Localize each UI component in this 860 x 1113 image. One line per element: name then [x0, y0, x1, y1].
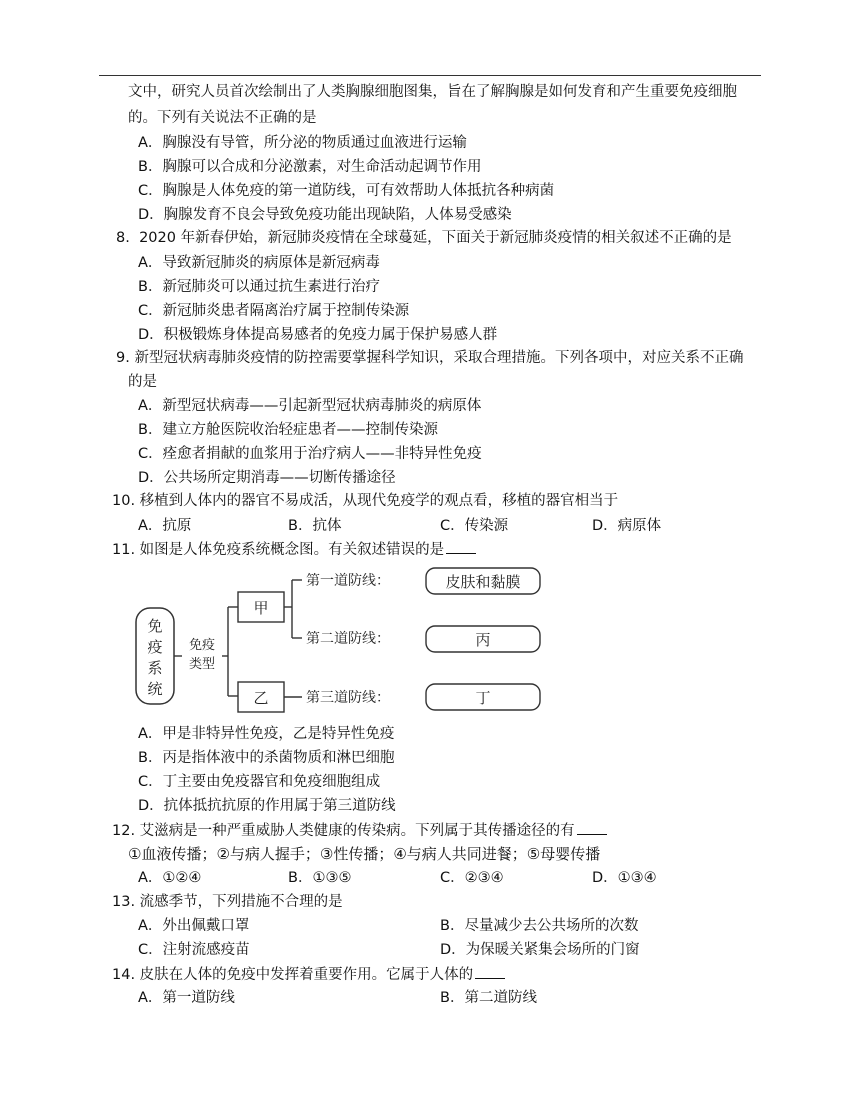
q13-option-d[interactable]: D．为保暖关紧集会场所的门窗 [440, 942, 640, 958]
q9-option-d[interactable]: D．公共场所定期消毒——切断传播途径 [138, 470, 396, 486]
q12-option-d[interactable]: D．①③④ [592, 870, 657, 886]
q12-option-a[interactable]: A．①②④ [138, 870, 202, 886]
second-defense-label: 第二道防线： [306, 631, 390, 647]
q8-stem-text: 2020 年新春伊始，新冠肺炎疫情在全球蔓延，下面关于新冠肺炎疫情的相关叙述不正确的是 [139, 230, 732, 246]
q10-option-a[interactable]: A．抗原 [138, 518, 192, 534]
answer-blank[interactable] [446, 539, 476, 554]
q9-option-c[interactable]: C．痊愈者捐献的血浆用于治疗病人——非特异性免疫 [138, 446, 482, 462]
q7-stem-line2: 的。下列有关说法不正确的是 [128, 110, 317, 126]
q13-option-b[interactable]: B．尽量减少去公共场所的次数 [440, 918, 639, 934]
question-number: 12. [112, 823, 136, 839]
q7-option-c[interactable]: C．胸腺是人体免疫的第一道防线，可有效帮助人体抵抗各种病菌 [138, 183, 555, 199]
first-defense-value: 皮肤和黏膜 [445, 573, 521, 591]
root-char: 系 [147, 659, 163, 677]
q11-stem [112, 539, 476, 560]
q7-option-b[interactable]: B．胸腺可以合成和分泌激素，对生命活动起调节作用 [138, 159, 482, 175]
q14-option-a[interactable]: A．第一道防线 [138, 990, 235, 1006]
root-char: 疫 [147, 638, 163, 656]
q11-option-c[interactable]: C．丁主要由免疫器官和免疫细胞组成 [138, 774, 381, 790]
branch-b-label: 乙 [253, 689, 269, 707]
q7-option-d[interactable]: D．胸腺发育不良会导致免疫功能出现缺陷，人体易受感染 [138, 207, 512, 223]
root-char: 免 [147, 617, 163, 635]
q11-option-b[interactable]: B．丙是指体液中的杀菌物质和淋巴细胞 [138, 750, 395, 766]
question-number: 9. [116, 350, 130, 366]
q8-option-b[interactable]: B．新冠肺炎可以通过抗生素进行治疗 [138, 279, 380, 295]
q7-option-a[interactable]: A．胸腺没有导管，所分泌的物质通过血液进行运输 [138, 135, 467, 151]
question-number: 14. [112, 967, 136, 983]
root-char: 统 [147, 680, 163, 698]
q14-stem-text: 皮肤在人体的免疫中发挥着重要作用。它属于人体的 [139, 967, 474, 983]
third-defense-label: 第三道防线： [306, 690, 390, 706]
q13-stem [112, 892, 343, 912]
q12-option-b[interactable]: B．①③⑤ [288, 870, 352, 886]
q9-stem-line2: 的是 [128, 374, 157, 390]
question-number: 13. [112, 894, 136, 910]
type-label: 类型 [188, 657, 216, 672]
q11-option-a[interactable]: A．甲是非特异性免疫，乙是特异性免疫 [138, 726, 395, 742]
question-number: 8. [116, 230, 130, 246]
q7-stem-line1: 文中，研究人员首次绘制出了人类胸腺细胞图集，旨在了解胸腺是如何发育和产生重要免疫细胞 [128, 84, 737, 100]
q12-option-c[interactable]: C．②③④ [440, 870, 504, 886]
q14-stem [112, 964, 505, 985]
q9-stem-line1 [116, 348, 743, 368]
q13-stem-text: 流感季节，下列措施不合理的是 [139, 894, 343, 910]
answer-blank[interactable] [475, 964, 505, 979]
q12-stem-text: 艾滋病是一种严重威胁人类健康的传染病。下列属于其传播途径的有 [139, 823, 575, 839]
q9-option-a[interactable]: A．新型冠状病毒——引起新型冠状病毒肺炎的病原体 [138, 398, 482, 414]
question-number: 10. [112, 493, 136, 509]
q10-option-c[interactable]: C．传染源 [440, 518, 509, 534]
q12-items: ①血液传播；②与病人握手；③性传播；④与病人共同进餐；⑤母婴传播 [128, 845, 601, 863]
q9-option-b[interactable]: B．建立方舱医院收治轻症患者——控制传染源 [138, 422, 438, 438]
type-label: 免疫 [188, 638, 216, 653]
q8-option-c[interactable]: C．新冠肺炎患者隔离治疗属于控制传染源 [138, 303, 410, 319]
q11-stem-text: 如图是人体免疫系统概念图。有关叙述错误的是 [139, 542, 445, 558]
header-rule [99, 75, 761, 76]
answer-blank[interactable] [577, 820, 607, 835]
q8-stem [116, 228, 732, 248]
q8-option-d[interactable]: D．积极锻炼身体提高易感者的免疫力属于保护易感人群 [138, 327, 498, 343]
first-defense-label: 第一道防线： [306, 573, 390, 589]
second-defense-value: 丙 [475, 631, 491, 649]
q10-option-d[interactable]: D．病原体 [592, 518, 662, 534]
q11-option-d[interactable]: D．抗体抵抗抗原的作用属于第三道防线 [138, 798, 396, 814]
q9-stem-text: 新型冠状病毒肺炎疫情的防控需要掌握科学知识，采取合理措施。下列各项中，对应关系不正确 [134, 350, 744, 366]
question-number: 11. [112, 542, 136, 558]
q13-option-a[interactable]: A．外出佩戴口罩 [138, 918, 250, 934]
q10-stem-text: 移植到人体内的器官不易成活，从现代免疫学的观点看，移植的器官相当于 [139, 493, 619, 509]
q10-option-b[interactable]: B．抗体 [288, 518, 342, 534]
q12-stem [112, 820, 607, 841]
q10-stem [112, 491, 618, 511]
q13-option-c[interactable]: C．注射流感疫苗 [138, 942, 250, 958]
q14-option-b[interactable]: B．第二道防线 [440, 990, 537, 1006]
third-defense-value: 丁 [475, 689, 491, 707]
branch-a-label: 甲 [253, 599, 269, 617]
q8-option-a[interactable]: A．导致新冠肺炎的病原体是新冠病毒 [138, 255, 380, 271]
immune-system-concept-diagram [130, 560, 550, 720]
